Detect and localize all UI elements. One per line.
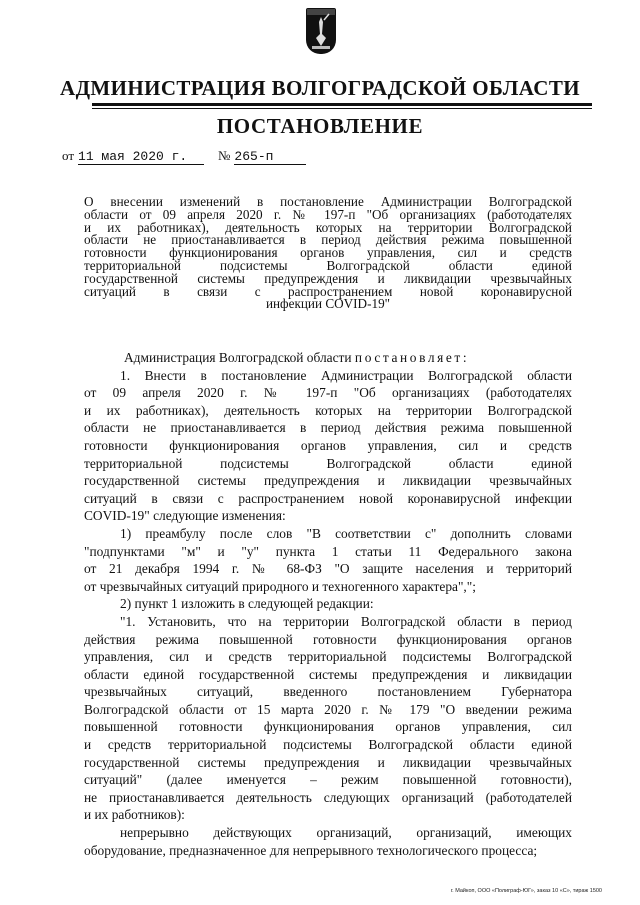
body-line: оборудование, предназначенное для непрерывного технологического процесса; (84, 842, 538, 858)
subject-line: и их работниках), деятельность которых на территории Волгоградской (84, 219, 572, 235)
document-date: 11 мая 2020 г. (78, 149, 204, 165)
body-line: государственной системы предупреждения и ликвидации чрезвычайных (84, 473, 572, 489)
body-line: непрерывно действующих организаций, организаций, имеющих (120, 825, 572, 841)
coat-of-arms-emblem (306, 8, 336, 54)
preamble-action: постановляет: (354, 350, 470, 365)
document-subject (84, 196, 572, 311)
body-line: от 09 апреля 2020 г. № 197-п "Об организациях (работодателях (84, 385, 572, 401)
date-from-label: от (62, 148, 75, 163)
document-type-heading: ПОСТАНОВЛЕНИЕ (216, 114, 424, 138)
body-line: чрезвычайных ситуаций, введенного постановлением Губернатора (84, 684, 572, 700)
document-body (84, 349, 572, 859)
body-line: COVID-19" следующие изменения: (84, 508, 286, 524)
body-line: и их работниках), деятельность которых на территории Волгоградской (84, 402, 572, 418)
header-rule-thin (92, 108, 592, 109)
body-line: "подпунктами "м" и "у" пункта 1 статьи 11 Федерального закона (84, 543, 572, 559)
body-line: от 21 декабря 1994 г. № 68-ФЗ "О защите населения и территорий (84, 561, 572, 577)
header-rule-thick (92, 103, 592, 106)
subject-line: государственной системы предупреждения и ликвидации чрезвычайных (84, 270, 572, 286)
body-line: и их работников): (84, 807, 185, 823)
body-line: государственной системы предупреждения и ликвидации чрезвычайных (84, 754, 572, 770)
subject-line: О внесении изменений в постановление Администрации Волгоградской (84, 194, 572, 209)
body-line: 1) преамбулу после слов "В соответствии с" дополнить словами (120, 525, 572, 541)
body-line: "1. Установить, что на территории Волгоградской области в период (120, 613, 572, 629)
subject-line: области не приостанавливается в период действия режима повышенной (84, 232, 572, 248)
body-line: области единой государственной системы предупреждения и ликвидации (84, 666, 572, 682)
body-line: ситуаций" (далее именуется – режим повышенной готовности), (84, 772, 572, 788)
body-line: действия режима повышенной готовности функционирования органов (84, 631, 572, 647)
preamble-line (84, 349, 572, 367)
body-line: Волгоградской области от 15 марта 2020 г. № 179 "О введении режима (84, 701, 572, 717)
body-line: ситуаций в связи с распространением новой коронавирусной инфекции (84, 490, 572, 506)
volgograd-coat-of-arms-icon (306, 8, 336, 54)
document-number: 265-п (234, 149, 306, 165)
body-line: повышенной готовности функционирования органов управления, сил (84, 719, 572, 735)
body-line: территориальной подсистемы Волгоградской области единой (84, 455, 572, 471)
date-number-line (62, 148, 306, 165)
body-line: 1. Внести в постановление Администрации Волгоградской области (120, 367, 572, 383)
subject-line: области от 09 апреля 2020 г. № 197-п "Об организациях (работодателях (84, 206, 572, 222)
subject-line: готовности функционирования органов управления, сил и средств (84, 245, 572, 261)
body-line: от чрезвычайных ситуаций природного и техногенного характера","; (84, 578, 476, 594)
subject-line: ситуаций в связи с распространением новой коронавирусной (84, 283, 572, 299)
organization-title: АДМИНИСТРАЦИЯ ВОЛГОГРАДСКОЙ ОБЛАСТИ (60, 76, 580, 100)
body-line: 2) пункт 1 изложить в следующей редакции: (120, 596, 374, 612)
body-line: готовности функционирования органов управления, сил и средств (84, 437, 572, 453)
printer-imprint: г. Майкоп, ООО «Полиграф-ЮГ», заказ 10 «С», тираж 1500 (450, 888, 602, 894)
body-line: не приостанавливается деятельность следующих организаций (работодателей (84, 789, 572, 805)
subject-line: территориальной подсистемы Волгоградской области единой (84, 257, 572, 273)
body-line: области не приостанавливается в период действия режима повышенной (84, 420, 572, 436)
number-label: № (218, 148, 231, 163)
body-line: управления, сил и средств территориальной подсистемы Волгоградской (84, 649, 572, 665)
preamble-text: Администрация Волгоградской области (124, 350, 352, 365)
body-line: и средств территориальной подсистемы Волгоградской области единой (84, 737, 572, 753)
subject-line: инфекции COVID-19" (265, 296, 391, 312)
